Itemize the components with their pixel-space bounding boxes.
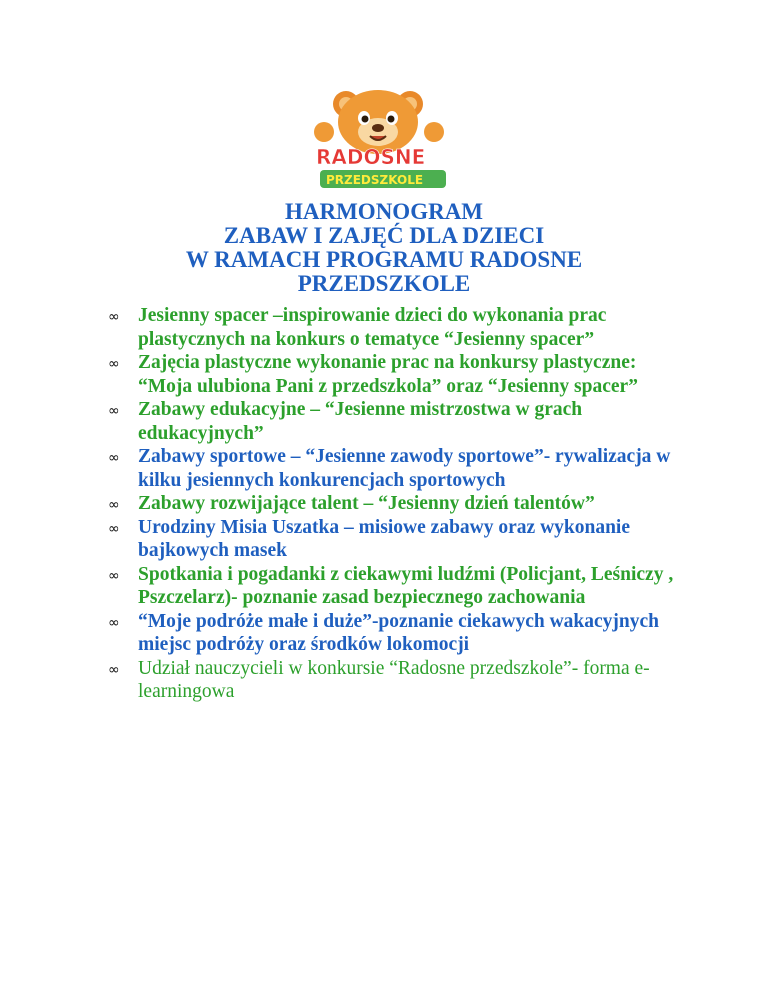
logo-line2: PRZEDSZKOLE — [326, 173, 424, 187]
infinity-bullet-icon: ∞ — [108, 614, 120, 631]
list-item — [108, 398, 688, 445]
list-item — [108, 351, 688, 398]
title-line-3: W RAMACH PROGRAMU RADOSNE — [185, 247, 583, 272]
infinity-bullet-icon: ∞ — [108, 661, 120, 678]
infinity-bullet-icon: ∞ — [108, 403, 120, 419]
infinity-bullet-icon: ∞ — [108, 497, 120, 513]
list-item-text: Spotkania i pogadanki z ciekawymi ludźmi (Policjant, Leśniczy , Pszczelarz)- poznanie zasad bezpiecznego zachowania — [138, 563, 674, 608]
list-item — [108, 516, 688, 563]
list-item — [108, 445, 688, 492]
title-line-4: PRZEDSZKOLE — [297, 271, 471, 296]
infinity-bullet-icon: ∞ — [108, 567, 120, 584]
list-item-text: Zajęcia plastyczne wykonanie prac na konkursy plastyczne: “Moja ulubiona Pani z przedszkola” oraz “Jesienny spacer” — [138, 352, 638, 397]
list-item-text: Udział nauczycieli w konkursie “Radosne przedszkole”- forma e-learningowa — [138, 657, 650, 702]
bear-right-paw — [424, 122, 444, 142]
list-item-text: “Moje podróże małe i duże”-poznanie ciekawych wakacyjnych miejsc podróży oraz środków lokomocji — [138, 610, 660, 655]
list-item-text: Zabawy edukacyjne – “Jesienne mistrzostwa w grach edukacyjnych” — [138, 399, 583, 444]
activity-list — [108, 304, 688, 704]
list-item — [108, 492, 688, 516]
list-item — [108, 563, 688, 610]
bear-left-paw — [314, 122, 334, 142]
logo-wordmark — [316, 145, 425, 169]
list-item — [108, 657, 688, 704]
title-line-2: ZABAW I ZAJĘĆ DLA DZIECI — [223, 223, 545, 248]
logo-line1: RADOSNE — [316, 145, 426, 169]
list-item-text: Urodziny Misia Uszatka – misiowe zabawy oraz wykonanie bajkowych masek — [138, 516, 631, 561]
list-item — [108, 610, 688, 657]
list-item-text: Jesienny spacer –inspirowanie dzieci do wykonania prac plastycznych na konkurs o tematyce “Jesienny spacer” — [138, 305, 607, 350]
infinity-bullet-icon: ∞ — [108, 309, 120, 325]
radosne-przedszkole-logo — [312, 88, 458, 192]
infinity-bullet-icon: ∞ — [108, 520, 120, 537]
list-item-text: Zabawy rozwijające talent – “Jesienny dzień talentów” — [138, 493, 595, 514]
list-item-text: Zabawy sportowe – “Jesienne zawody sportowe”- rywalizacja w kilku jesiennych konkurencjach sportowych — [138, 446, 671, 491]
title-line-1: HARMONOGRAM — [284, 199, 484, 224]
page-title — [0, 200, 768, 296]
list-item — [108, 304, 688, 351]
infinity-bullet-icon: ∞ — [108, 356, 120, 372]
infinity-bullet-icon: ∞ — [108, 450, 120, 466]
